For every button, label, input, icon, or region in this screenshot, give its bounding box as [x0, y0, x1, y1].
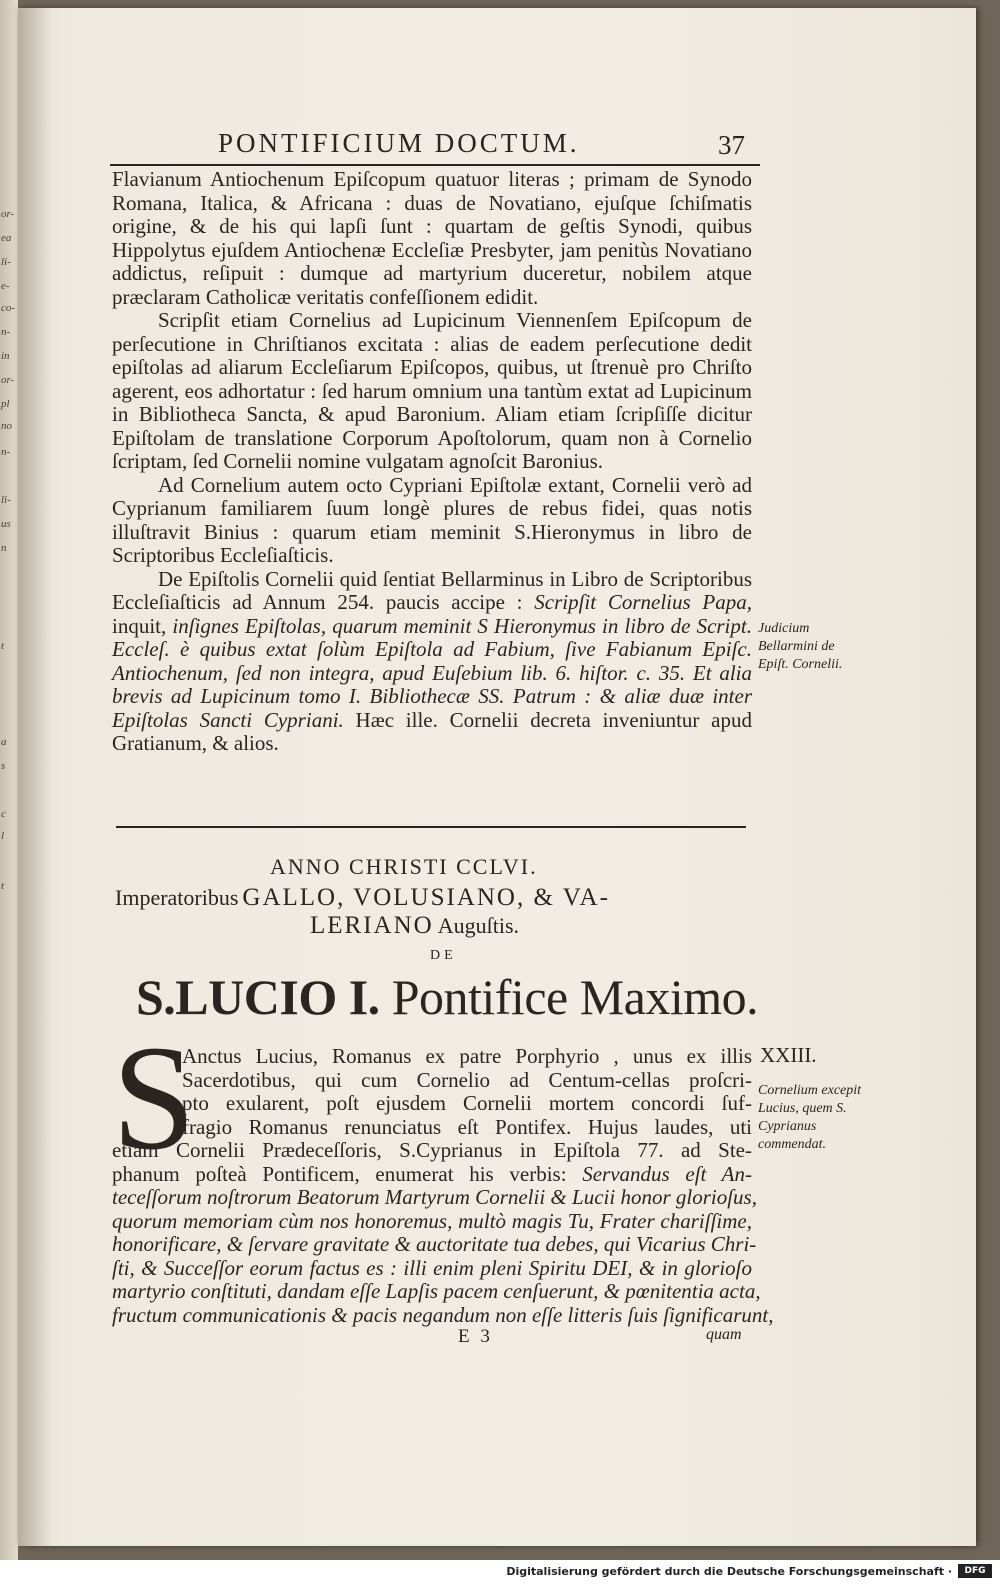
- quote-bellarmine-1: Scripſit Cornelius Papa,: [534, 590, 753, 614]
- imperatoribus-word: Imperatoribus: [115, 885, 239, 910]
- prev-fragment: us: [1, 518, 11, 530]
- prev-fragment: a: [1, 736, 7, 748]
- emperors-heading: [115, 884, 775, 939]
- emperors-line-2: [310, 912, 519, 940]
- prev-fragment: n-: [1, 446, 11, 458]
- prev-fragment: l: [1, 830, 5, 842]
- body-line: fragio Romanus renunciatus eſt Pontifex. Hujus laudes, uti: [182, 1114, 752, 1139]
- quote-line: teceſſorum noſtrorum Beatorum Martyrum Cornelii & Lucii honor glorioſus,: [112, 1185, 757, 1209]
- drop-cap: S: [112, 1015, 196, 1181]
- body-line: Sacerdotibus, qui cum Cornelio ad Centum-cellas proſcri-: [182, 1067, 752, 1092]
- footer-bar: [0, 1560, 1000, 1584]
- footer-credit: Digitalisierung gefördert durch die Deutsche Forschungsgemeinschaft ·: [506, 1565, 952, 1578]
- text-block-lower: [112, 1044, 774, 1327]
- quote-line: ſti, & Succeſſor eorum factus es : illi enim pleni Spiritu DEI, & in glorioſo: [112, 1255, 752, 1280]
- paragraph-4-inquit: inquit,: [112, 613, 173, 638]
- prev-fragment: s: [1, 760, 6, 772]
- prev-fragment: ea: [1, 232, 12, 244]
- prev-fragment: or-: [1, 374, 15, 386]
- quote-bellarmine-2: inſignes Epiſtolas, quarum meminit S Hieronymus in libro de Script. Eccleſ. è quibus extat ſolùm Epiſtola ad Fabium, ſive Fabianum Epiſc. Antiochenum, ſed non integra, apud Euſebium lib. 6. hiſtor. c. 35. Et alia brevis ad Lupicinum tomo I. Bibliothecæ SS. Patrum : & aliæ duæ inter Epiſtolas Sancti Cypriani.: [112, 613, 752, 732]
- header-rule: [110, 164, 760, 166]
- paragraph-1: Flavianum Antiochenum Epiſcopum quatuor literas ; primam de Synodo Romana, Italica, & Africana : duas de Novatiano, ejuſque ſchiſmatis origine, & de his qui lapſi ſunt : quartam de geſtis Synodi, quibus Hippolytus ejuſdem Antiochenæ Eccleſiæ Presbyter, jam penitùs Novatiano addictus, reſipuit : dumque ad martyrium duceretur, nobilem atque præclaram Catholicæ veritatis confeſſionem edidit.: [112, 167, 752, 309]
- quote-line: fructum communicationis & pacis negandum non eſſe litteris ſuis ſignificarunt,: [112, 1302, 774, 1327]
- prev-fragment: c: [1, 808, 6, 820]
- prev-fragment: li-: [1, 494, 11, 506]
- running-head: PONTIFICIUM DOCTUM.: [218, 128, 580, 158]
- dfg-logo: DFG: [958, 1564, 992, 1578]
- book-page: [18, 8, 976, 1546]
- emperor-valerianus: LERIANO: [310, 912, 434, 939]
- prev-fragment: t: [1, 880, 5, 892]
- paragraph-4-tail: Hæc ille. Cornelii decreta inveniuntur apud Gratianum, & alios.: [112, 707, 753, 755]
- text-block-upper: [112, 168, 752, 756]
- prev-fragment: n: [1, 542, 7, 554]
- body-line: pto exularent, poſt ejusdem Cornelii mortem concordi ſuf-: [182, 1091, 752, 1115]
- anno-heading: ANNO CHRISTI CCLVI.: [270, 854, 538, 879]
- body-line: Anctus Lucius, Romanus ex patre Porphyrio , unus ex illis: [182, 1044, 752, 1068]
- prev-fragment: no: [1, 420, 12, 432]
- spine-shadow: [18, 8, 52, 1546]
- margin-note-cornelium: Cornelium excepit Lucius, quem S. Cyprianus commendat.: [758, 1083, 862, 1152]
- emperors-names: GALLO, VOLUSIANO, & VA-: [242, 884, 610, 911]
- prev-fragment: n-: [1, 326, 11, 338]
- paragraph-3: Ad Cornelium autem octo Cypriani Epiſtolæ extant, Cornelii verò ad Cyprianum familiarem ſuum longè plures de rebus fidei, quas notis illuſtravit Binius : quarum etiam meminit S.Hieronymus in libro de Scriptoribus Eccleſiaſticis.: [112, 472, 752, 567]
- quote-line: Servandus eſt An-: [582, 1161, 753, 1186]
- quote-line: martyrio conſtituti, dandam eſſe Lapſis pacem cenſuerunt, & pœnitentia acta,: [112, 1279, 761, 1303]
- paragraph-2: Scripſit etiam Cornelius ad Lupicinum Viennenſem Epiſcopum de perſecutione in Chriſtianos excitata : alias de eadem perſecutione dedit epiſtolas ad aliarum Eccleſiarum Epiſcopos, quibus, ut ſtrenuè pro Chriſto agerent, eos adhortatur : ſed harum omnium una tantùm extat ad Lupicinum in Bibliotheca Sancta, & apud Baronium. Aliam etiam ſcripſiſſe dicitur Epiſtolam de translatione Corporum Apoſtolorum, quam non à Cornelio ſcriptam, ſed Cornelii nomine vulgatam agnoſcit Baronius.: [112, 308, 752, 473]
- paragraph-4-lead: De Epiſtolis Cornelii quid ſentiat Bellarminus in Libro de Scriptoribus Eccleſiaſticis ad Annum 254. paucis accipe :: [112, 566, 752, 614]
- de-word: DE: [430, 948, 457, 963]
- page-number: 37: [718, 130, 745, 160]
- prev-fragment: t: [1, 640, 5, 652]
- prev-fragment: in: [1, 350, 10, 362]
- prev-fragment: pl: [1, 398, 10, 410]
- body-line-mixed: [112, 1163, 752, 1187]
- prev-fragment: li-: [1, 256, 11, 268]
- augustis-word: Auguſtis.: [437, 913, 520, 938]
- section-numeral: XXIII.: [760, 1043, 817, 1067]
- body-line: etiam Cornelii Prædeceſſoris, S.Cyprianus in Epiſtola 77. ad Ste-: [112, 1138, 752, 1162]
- paragraph-4: [112, 568, 752, 756]
- title-saint-lucius: S.LUCIO I.: [136, 969, 380, 1025]
- signature-mark: E 3: [458, 1326, 493, 1347]
- prev-fragment: e-: [1, 280, 10, 292]
- title-pontifice: Pontifice Maximo.: [391, 969, 759, 1025]
- previous-page-edge: [0, 0, 18, 1560]
- section-rule: [116, 826, 746, 828]
- prev-fragment: or-: [1, 208, 15, 220]
- quote-line: quorum memoriam cùm nos honoremus, multò magis Tu, Frater chariſſime,: [112, 1208, 752, 1233]
- prev-fragment: co-: [1, 302, 16, 314]
- catchword: quam: [706, 1326, 742, 1343]
- margin-note-judicium: Judicium Bellarmini de Epiſt. Cornelii.: [758, 621, 843, 672]
- section-title: [136, 968, 758, 1026]
- body-line-text: phanum poſteà Pontificem, enumerat his verbis:: [112, 1161, 567, 1186]
- quote-line: honorificare, & ſervare gravitate & auctoritate tua debes, qui Vicarius Chri-: [112, 1232, 757, 1256]
